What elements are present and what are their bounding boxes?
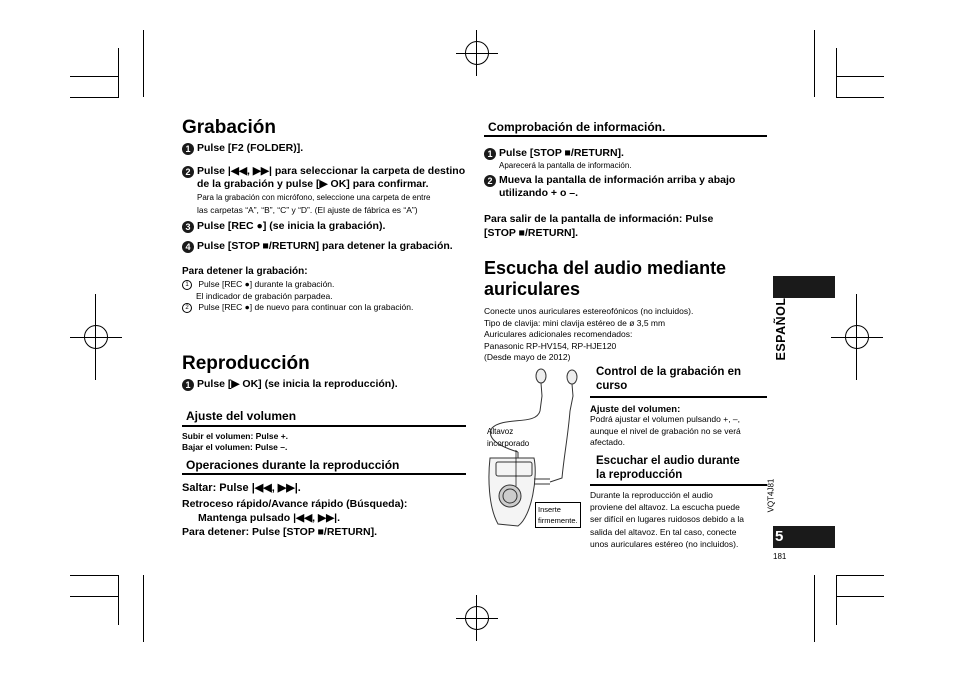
escucha-intro: Conecte unos auriculares estereofónicos (no incluidos). Tipo de clavija: mini clavija estéreo de ø 3,5 mm Auriculares adicionales recomendados: Panasonic RP-HV154, RP-HJE120 (Desde mayo de 2012) <box>484 306 694 362</box>
control-text: Podrá ajustar el volumen pulsando +, –, aunque el nivel de grabación no se verá afectado. <box>590 414 741 447</box>
page-number: 181 <box>773 552 787 561</box>
step-text: utilizando + o –. <box>499 187 579 199</box>
registration-mark <box>464 40 490 66</box>
step-number: 4 <box>182 241 194 253</box>
stop-item: 2 Pulse [REC ●] de nuevo para continuar con la grabación. <box>182 301 413 313</box>
salir-text: [STOP ■/RETURN]. <box>484 227 579 239</box>
escuchar-heading: Escuchar el audio durante la reproducción <box>596 455 740 481</box>
crop-mark <box>118 48 119 98</box>
registration-mark <box>83 324 109 350</box>
step-text: Pulse [▶ OK] (se inicia la reproducción). <box>197 378 398 390</box>
step-note: las carpetas “A”, “B”, “C” y “D”. (El ajuste de fábrica es “A”) <box>197 205 418 215</box>
stop-heading: Para detener la grabación: <box>182 266 308 277</box>
crop-mark <box>836 575 884 576</box>
crop-mark <box>836 76 884 77</box>
heading-rule <box>590 484 767 486</box>
crop-mark <box>836 48 837 98</box>
step-number: 2 <box>182 166 194 178</box>
step-text: Pulse [STOP ■/RETURN] para detener la grabación. <box>197 240 453 252</box>
step-number: 1 <box>484 148 496 160</box>
step-number: 1 <box>182 143 194 155</box>
comprobacion-heading: Comprobación de información. <box>488 120 666 134</box>
step-note: Para la grabación con micrófono, seleccione una carpeta de entre <box>197 193 431 202</box>
grabacion-step-2 <box>182 165 465 217</box>
step-text: Pulse [STOP ■/RETURN]. <box>499 147 624 159</box>
language-label: ESPAÑOL <box>774 297 788 361</box>
inserte-callout: Inserte firmemente. <box>535 502 581 528</box>
heading-rule <box>182 425 466 427</box>
saltar-text: Saltar: Pulse |◀◀, ▶▶|. <box>182 482 301 494</box>
retroceso-text: Retroceso rápido/Avance rápido (Búsqueda): <box>182 498 408 510</box>
section-tab <box>773 526 835 548</box>
grabacion-step-1 <box>182 142 303 155</box>
crop-mark <box>814 575 815 642</box>
step-text: Pulse |◀◀, ▶▶| para seleccionar la carpeta de destino <box>197 165 466 177</box>
document-code: VQT4J81 <box>766 478 776 513</box>
crop-mark <box>836 97 884 98</box>
section-number: 5 <box>775 528 784 545</box>
crop-mark <box>70 76 118 77</box>
crop-mark <box>814 30 815 97</box>
operaciones-heading: Operaciones durante la reproducción <box>186 458 400 472</box>
crop-mark <box>143 30 144 97</box>
crop-mark <box>143 575 144 642</box>
salir-text: Para salir de la pantalla de información: Pulse <box>484 213 714 225</box>
step-text: Pulse [REC ●] (se inicia la grabación). <box>197 220 386 232</box>
crop-mark <box>70 596 118 597</box>
escucha-title: Escucha del audio mediante auriculares <box>484 258 727 299</box>
stop-item: 1 Pulse [REC ●] durante la grabación. <box>182 278 334 290</box>
comprobacion-step-1 <box>484 147 632 172</box>
heading-rule <box>182 473 466 475</box>
detener-text: Para detener: Pulse [STOP ■/RETURN]. <box>182 526 378 538</box>
crop-mark <box>836 575 837 625</box>
volumen-up: Subir el volumen: Pulse +. <box>182 431 289 441</box>
volumen-heading: Ajuste del volumen <box>186 409 297 423</box>
registration-mark <box>464 605 490 631</box>
grabacion-step-4 <box>182 240 453 253</box>
crop-mark <box>70 97 119 98</box>
step-number: 1 <box>182 379 194 391</box>
escuchar-text: Durante la reproducción el audio proviene del altavoz. La escucha puede ser difícil en lugares ruidosos debido a la salida del altavoz. En tal caso, conecte unos auriculares estéreo (no incluidos). <box>590 490 745 549</box>
control-heading: Control de la grabación en curso <box>596 366 742 392</box>
grabacion-step-3 <box>182 220 385 233</box>
reproduccion-title: Reproducción <box>182 353 310 374</box>
comprobacion-step-2 <box>484 174 735 200</box>
crop-mark <box>118 575 119 625</box>
stop-item-note: El indicador de grabación parpadea. <box>196 291 333 301</box>
reproduccion-step-1 <box>182 378 398 391</box>
step-note: Aparecerá la pantalla de información. <box>499 161 632 170</box>
crop-mark <box>836 596 884 597</box>
grabacion-title: Grabación <box>182 117 276 138</box>
mantenga-text: Mantenga pulsado |◀◀, ▶▶|. <box>198 512 341 524</box>
step-number: 3 <box>182 221 194 233</box>
registration-mark <box>844 324 870 350</box>
altavoz-label: Altavoz incorporado <box>487 427 530 448</box>
step-number: 2 <box>484 175 496 187</box>
crop-mark <box>70 575 119 576</box>
step-text: Pulse [F2 (FOLDER)]. <box>197 142 304 154</box>
heading-rule <box>484 135 767 137</box>
control-sub: Ajuste del volumen: <box>590 404 681 415</box>
step-text: Mueva la pantalla de información arriba y abajo <box>499 174 736 186</box>
volumen-down: Bajar el volumen: Pulse –. <box>182 442 288 452</box>
step-text: de la grabación y pulse [▶ OK] para confirmar. <box>197 178 429 190</box>
heading-rule <box>590 396 767 398</box>
